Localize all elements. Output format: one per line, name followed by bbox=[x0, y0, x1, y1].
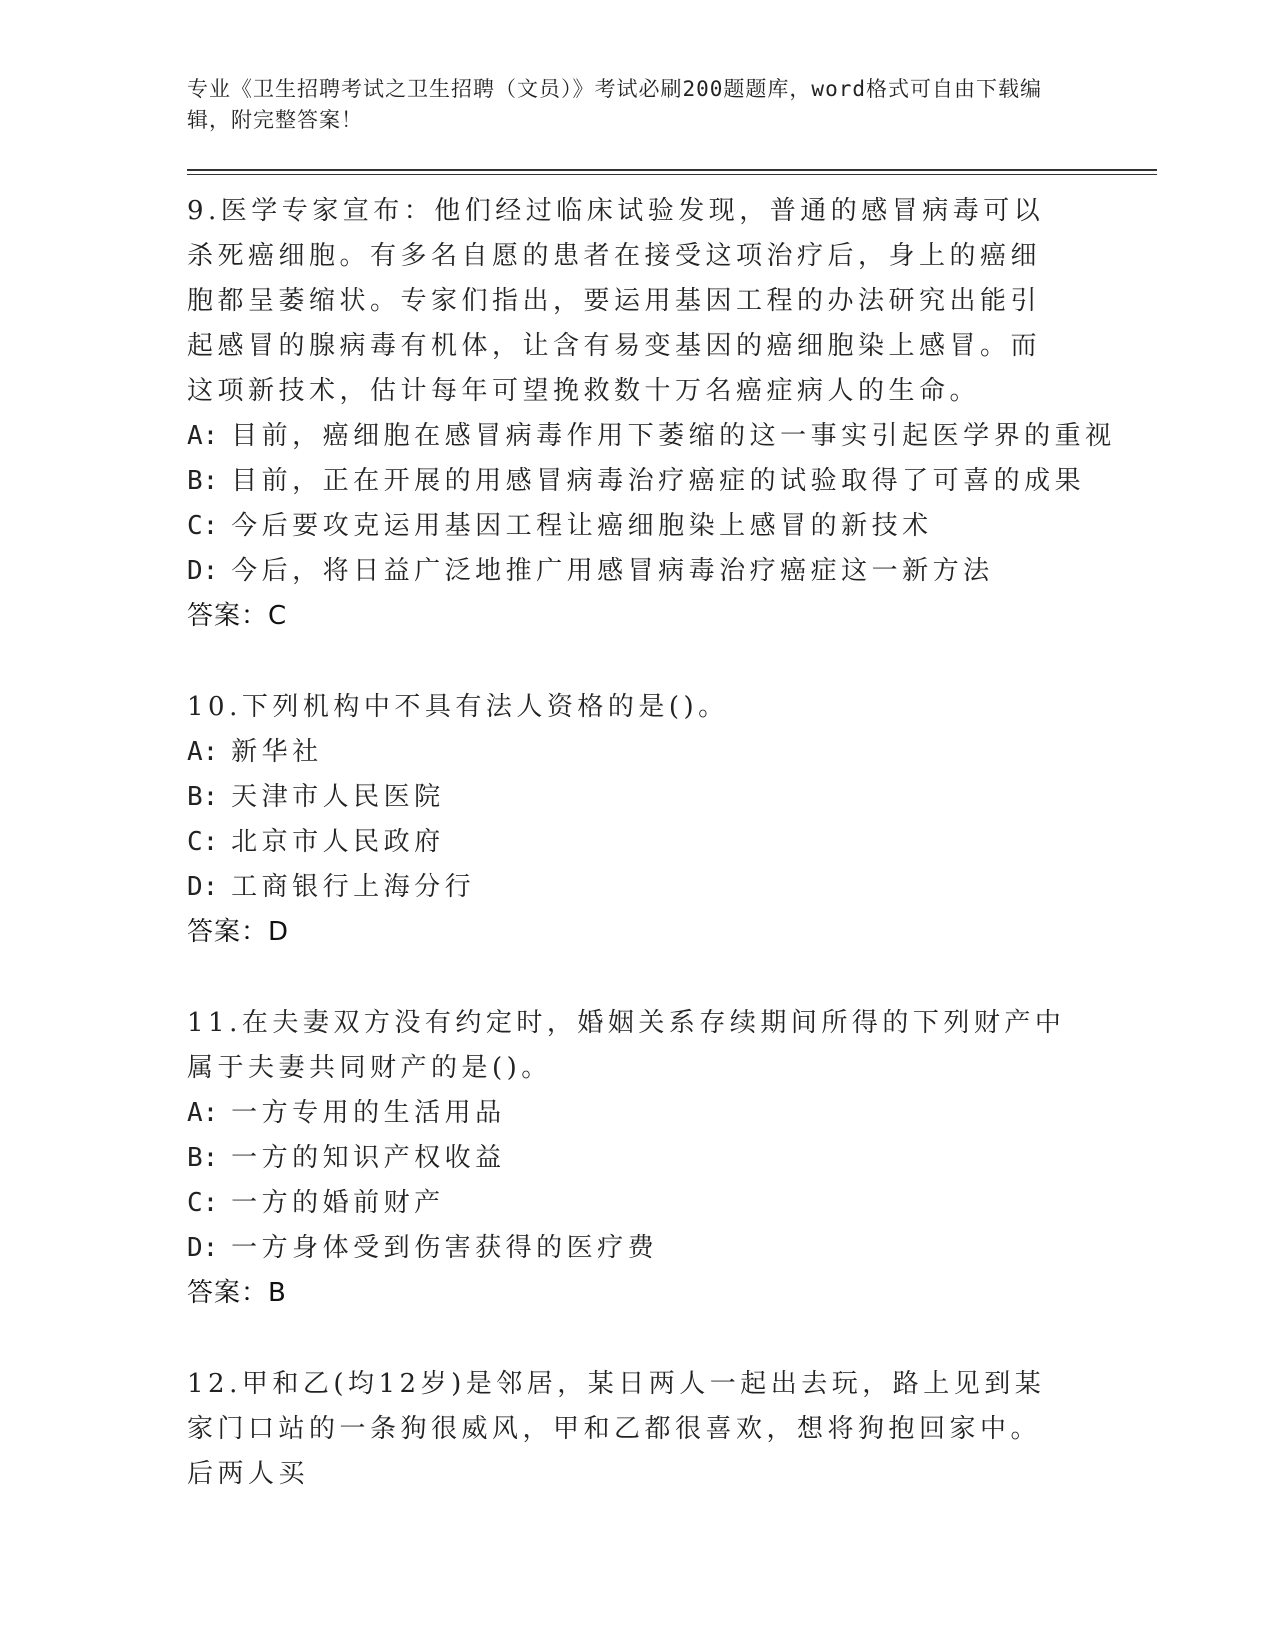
option-text: 一方的婚前财产 bbox=[231, 1188, 445, 1218]
option-c bbox=[187, 820, 1157, 865]
question-stem: 10.下列机构中不具有法人资格的是()。 bbox=[187, 692, 729, 722]
answer-line: 答案：C bbox=[187, 601, 288, 631]
option-text: 一方专用的生活用品 bbox=[231, 1098, 506, 1128]
question-12 bbox=[187, 1362, 1157, 1497]
option-letter: B: bbox=[187, 782, 219, 812]
option-a bbox=[187, 1091, 1157, 1136]
option-text: 今后，将日益广泛地推广用感冒病毒治疗癌症这一新方法 bbox=[231, 556, 994, 586]
question-11 bbox=[187, 1001, 1157, 1316]
answer-line: 答案：D bbox=[187, 917, 290, 947]
question-stem: 12.甲和乙(均12岁)是邻居，某日两人一起出去玩，路上见到某家门口站的一条狗很威风，甲和乙都很喜欢，想将狗抱回家中。后两人买 bbox=[187, 1369, 1046, 1489]
option-letter: A: bbox=[187, 1098, 219, 1128]
option-d bbox=[187, 865, 1157, 910]
option-b bbox=[187, 1136, 1157, 1181]
header-divider bbox=[187, 169, 1157, 175]
option-c bbox=[187, 504, 1157, 549]
option-b bbox=[187, 459, 1157, 504]
option-letter: C: bbox=[187, 827, 219, 857]
option-text: 工商银行上海分行 bbox=[231, 872, 476, 902]
question-stem: 9.医学专家宣布：他们经过临床试验发现，普通的感冒病毒可以杀死癌细胞。有多名自愿的患者在接受这项治疗后，身上的癌细胞都呈萎缩状。专家们指出，要运用基因工程的办法研究出能引起感冒的腺病毒有机体，让含有易变基因的癌细胞染上感冒。而这项新技术，估计每年可望挽救数十万名癌症病人的生命。 bbox=[187, 196, 1045, 406]
question-9 bbox=[187, 189, 1157, 639]
option-a bbox=[187, 414, 1157, 459]
option-letter: B: bbox=[187, 466, 219, 496]
answer-line: 答案：B bbox=[187, 1278, 287, 1308]
option-letter: A: bbox=[187, 421, 219, 451]
option-b bbox=[187, 775, 1157, 820]
option-d bbox=[187, 549, 1157, 594]
option-letter: C: bbox=[187, 1188, 219, 1218]
option-text: 一方的知识产权收益 bbox=[231, 1143, 506, 1173]
option-letter: A: bbox=[187, 737, 219, 767]
option-text: 天津市人民医院 bbox=[231, 782, 445, 812]
question-stem: 11.在夫妻双方没有约定时，婚姻关系存续期间所得的下列财产中属于夫妻共同财产的是()。 bbox=[187, 1008, 1066, 1083]
option-letter: D: bbox=[187, 1233, 219, 1263]
option-letter: B: bbox=[187, 1143, 219, 1173]
option-d bbox=[187, 1226, 1157, 1271]
question-list bbox=[187, 189, 1157, 1497]
option-text: 北京市人民政府 bbox=[231, 827, 445, 857]
option-c bbox=[187, 1181, 1157, 1226]
document-header: 专业《卫生招聘考试之卫生招聘（文员）》考试必刷200题题库，word格式可自由下载编辑，附完整答案！ bbox=[187, 77, 1042, 132]
option-letter: D: bbox=[187, 872, 219, 902]
option-text: 目前，正在开展的用感冒病毒治疗癌症的试验取得了可喜的成果 bbox=[231, 466, 1086, 496]
option-text: 目前，癌细胞在感冒病毒作用下萎缩的这一事实引起医学界的重视 bbox=[231, 421, 1116, 451]
option-text: 一方身体受到伤害获得的医疗费 bbox=[231, 1233, 659, 1263]
option-letter: D: bbox=[187, 556, 219, 586]
question-10 bbox=[187, 685, 1157, 955]
option-text: 今后要攻克运用基因工程让癌细胞染上感冒的新技术 bbox=[231, 511, 933, 541]
option-text: 新华社 bbox=[231, 737, 323, 767]
option-letter: C: bbox=[187, 511, 219, 541]
document-page bbox=[187, 74, 1157, 1497]
option-a bbox=[187, 730, 1157, 775]
